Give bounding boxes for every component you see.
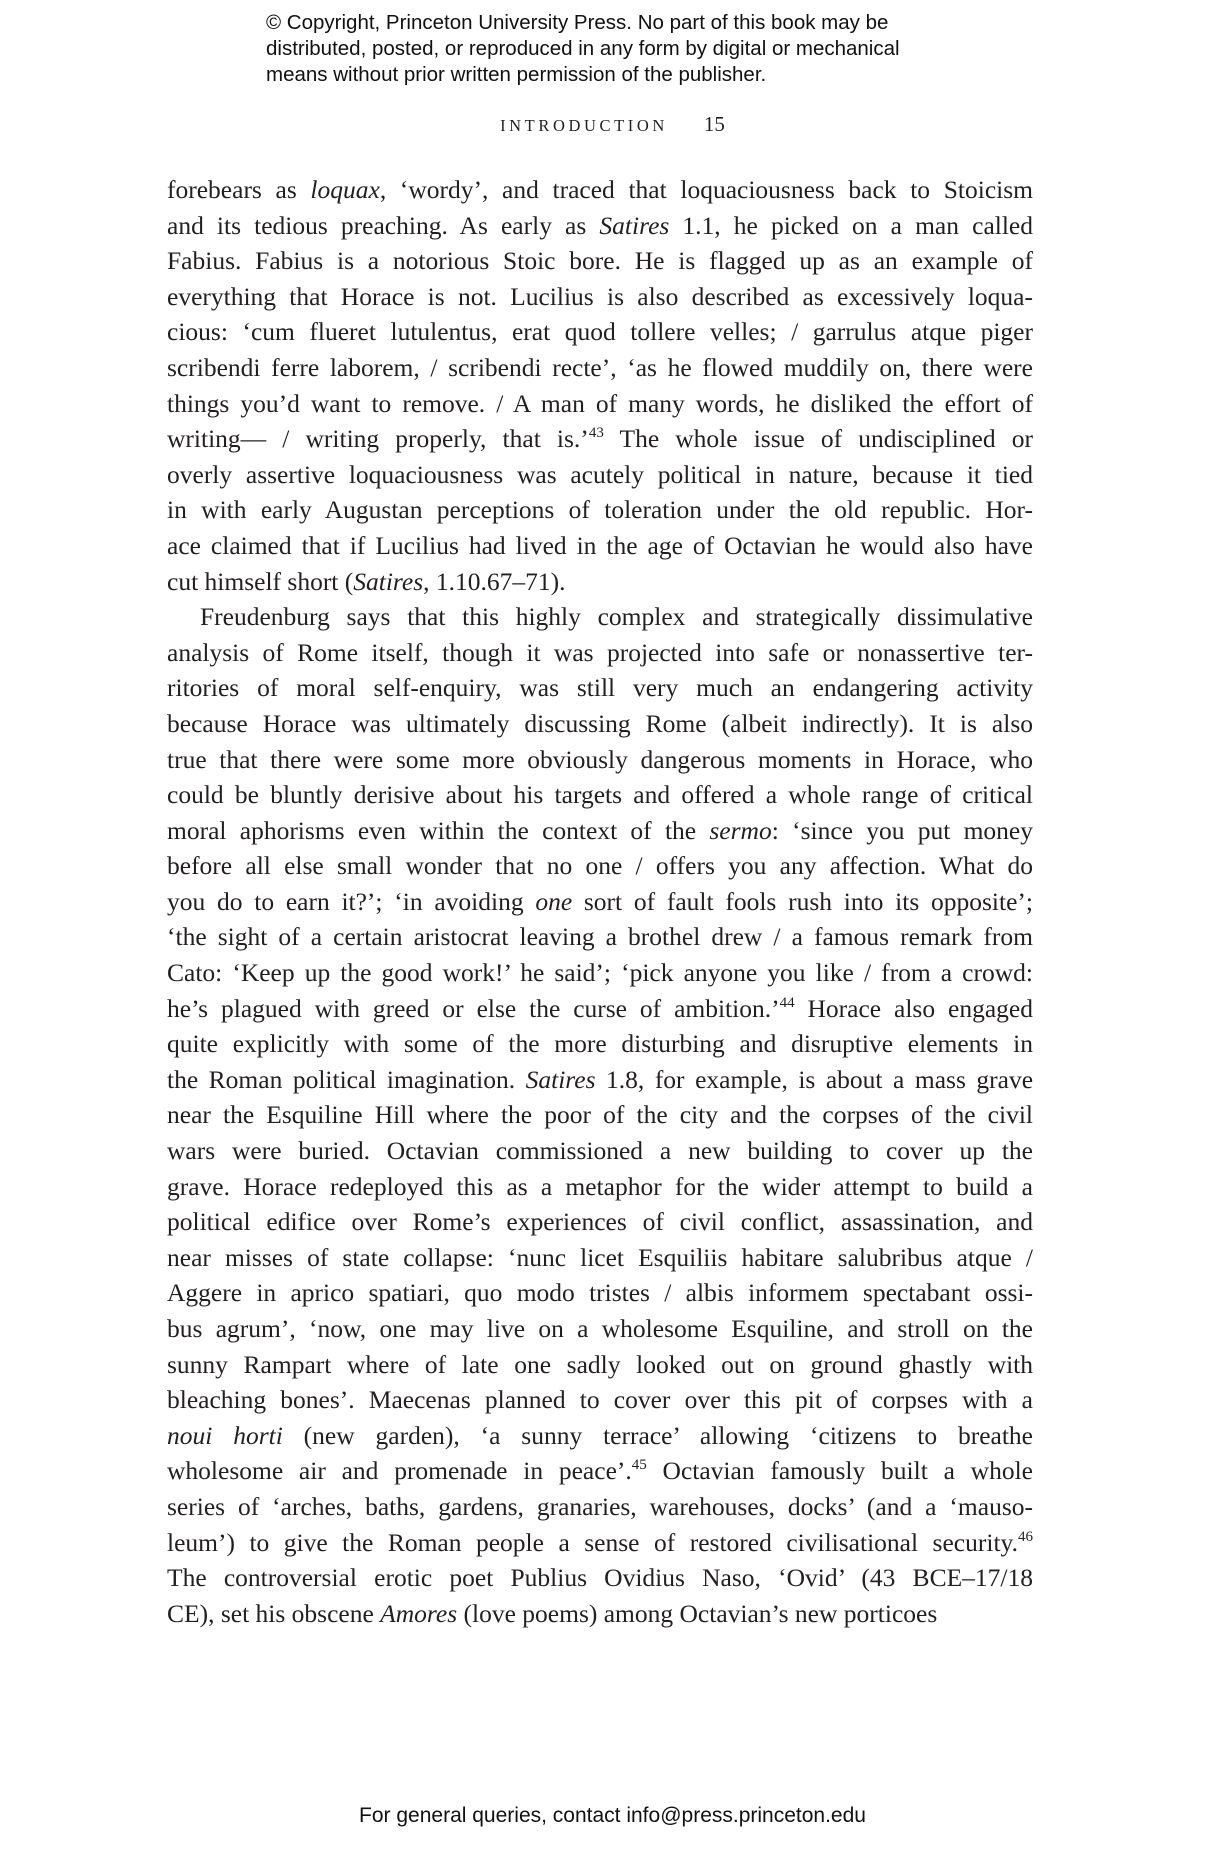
text-run: ritories of moral self-enquiry, was still very much an endangering activity [167,673,1033,703]
text-line [167,1062,1033,1098]
italic-text: one [535,886,573,916]
text-run: Octavian famously built a whole [646,1456,1033,1486]
text-line [167,421,1033,457]
text-run: because Horace was ultimately discussing Rome (albeit indirectly). It is also [167,708,1033,738]
text-line [167,350,1033,386]
text-run: quite explicitly with some of the more disturbing and disruptive elements in [167,1029,1033,1059]
text-line [167,706,1033,742]
text-line [167,599,1033,635]
text-line [167,919,1033,955]
text-run: things you’d want to remove. / A man of many words, he disliked the effort of [167,388,1033,418]
text-line [167,1489,1033,1525]
page-number: 15 [703,112,725,136]
text-run: bleaching bones’. Maecenas planned to cover over this pit of corpses with a [167,1385,1033,1415]
text-run: in with early Augustan perceptions of toleration under the old republic. Hor- [167,495,1033,525]
text-run: leum’) to give the Roman people a sense of restored civilisational security. [167,1527,1018,1557]
text-line [167,1169,1033,1205]
text-run: the Roman political imagination. [167,1064,526,1094]
text-line [167,1311,1033,1347]
text-line [167,314,1033,350]
footer-contact: For general queries, contact info@press.princeton.edu [359,1804,866,1827]
text-run: wars were buried. Octavian commissioned a new building to cover up the [167,1136,1033,1166]
text-line [167,1453,1033,1489]
text-line [167,1133,1033,1169]
body-text [167,172,1033,1631]
text-run: sunny Rampart where of late one sadly looked out on ground ghastly with [167,1349,1033,1379]
text-run: , 1.10.67–71). [423,566,566,596]
text-line [167,1240,1033,1276]
footnote-marker: 43 [588,425,604,442]
text-line [167,1347,1033,1383]
text-line [167,635,1033,671]
text-line [167,1026,1033,1062]
footnote-marker: 45 [631,1457,647,1474]
text-run: : ‘since you put money [771,815,1034,845]
text-run: bus agrum’, ‘now, one may live on a wholesome Esquiline, and stroll on the [167,1314,1033,1343]
text-run: grave. Horace redeployed this as a metaphor for the wider attempt to build a [167,1171,1033,1201]
text-line [167,457,1033,493]
text-run: ‘the sight of a certain aristocrat leaving a brothel drew / a famous remark from [167,922,1033,952]
copyright-notice [266,10,986,88]
text-line [167,777,1033,813]
text-line [167,172,1033,208]
italic-text: Satires [525,1064,596,1094]
text-run: Cato: ‘Keep up the good work!’ he said’; ‘pick anyone you like / from a crowd: [167,958,1033,988]
text-line [167,813,1033,849]
text-line [167,1560,1033,1596]
paragraph [167,599,1033,1631]
text-run: cut himself short ( [167,566,354,596]
footnote-marker: 44 [779,994,795,1011]
text-run: scribendi ferre laborem, / scribendi recte’, ‘as he flowed muddily on, there were [167,352,1033,382]
text-run: , ‘wordy’, and traced that loquaciousness back to Stoicism [379,175,1033,204]
text-run: Freudenburg says that this highly complex and strategically dissimulative [200,602,1033,632]
text-run: series of ‘arches, baths, gardens, granaries, warehouses, docks’ (and a ‘mauso- [167,1491,1033,1521]
text-line [167,564,1033,600]
text-line [167,670,1033,706]
text-run: cious: ‘cum flueret lutulentus, erat quod tollere velles; / garrulus atque piger [167,317,1033,347]
text-run: 1.1, he picked on a man called [669,210,1033,240]
copyright-line: © Copyright, Princeton University Press. No part of this book may be [266,11,889,34]
text-run: and its tedious preaching. As early as [167,210,600,240]
italic-text: loquax [310,175,380,204]
text-line [167,1204,1033,1240]
text-line [167,884,1033,920]
text-run: could be bluntly derisive about his targets and offered a whole range of critical [167,780,1033,810]
text-run: The whole issue of undisciplined or [603,424,1034,454]
copyright-line: means without prior written permission of the publisher. [266,63,767,86]
paragraph [167,172,1033,599]
text-line [167,208,1033,244]
text-run: you do to earn it?’; ‘in avoiding [167,886,536,916]
text-run: moral aphorisms even within the context of the [167,815,710,845]
text-run: CE), set his obscene [167,1598,381,1628]
italic-text: Amores [380,1598,458,1628]
text-run: Aggere in aprico spatiari, quo modo tristes / albis informem spectabant ossi- [167,1278,1033,1308]
text-run: (love poems) among Octavian’s new porticoes [457,1598,938,1628]
text-line [167,528,1033,564]
text-run: Horace also engaged [794,993,1033,1023]
running-head [0,112,1225,137]
text-run: he’s plagued with greed or else the curse of ambition.’ [167,993,780,1023]
text-run: forebears as [167,175,311,204]
footnote-marker: 46 [1018,1528,1033,1545]
text-line [167,279,1033,315]
text-line [167,1418,1033,1454]
italic-text: noui horti [167,1420,283,1450]
text-line [167,1097,1033,1133]
text-run: everything that Horace is not. Lucilius is also described as excessively loqua- [167,281,1033,311]
text-run: near misses of state collapse: ‘nunc licet Esquiliis habitare salubribus atque / [167,1242,1033,1272]
text-line [167,955,1033,991]
text-run: The controversial erotic poet Publius Ovidius Naso, ‘Ovid’ (43 BCE–17/18 [167,1563,1033,1593]
text-line [167,243,1033,279]
italic-text: Satires [353,566,424,596]
copyright-line: distributed, posted, or reproduced in any form by digital or mechanical [266,37,900,60]
text-line [167,1275,1033,1311]
text-line [167,492,1033,528]
text-run: before all else small wonder that no one / offers you any affection. What do [167,851,1033,881]
text-run: 1.8, for example, is about a mass grave [595,1064,1034,1094]
text-run: Fabius. Fabius is a notorious Stoic bore. He is flagged up as an example of [167,246,1033,276]
text-line [167,386,1033,422]
text-run: analysis of Rome itself, though it was projected into safe or nonassertive ter- [167,637,1033,667]
text-line [167,1382,1033,1418]
italic-text: sermo [709,815,772,845]
text-run: ace claimed that if Lucilius had lived in the age of Octavian he would also have [167,530,1033,560]
text-run: (new garden), ‘a sunny terrace’ allowing ‘citizens to breathe [282,1420,1033,1450]
text-run: overly assertive loquaciousness was acutely political in nature, because it tied [167,459,1033,489]
text-run: true that there were some more obviously dangerous moments in Horace, who [167,744,1033,774]
text-run: writing— / writing properly, that is.’ [167,424,589,454]
text-line [167,991,1033,1027]
text-run: sort of fault fools rush into its opposite’; [572,886,1033,916]
text-run: wholesome air and promenade in peace’. [167,1456,632,1486]
text-line [167,1525,1033,1561]
text-line [167,848,1033,884]
italic-text: Satires [599,210,670,240]
text-line [167,742,1033,778]
text-run: political edifice over Rome’s experiences of civil conflict, assassination, and [167,1207,1033,1237]
text-line [167,1596,1033,1632]
text-run: near the Esquiline Hill where the poor of the city and the corpses of the civil [167,1100,1033,1130]
chapter-title: INTRODUCTION [500,116,668,135]
